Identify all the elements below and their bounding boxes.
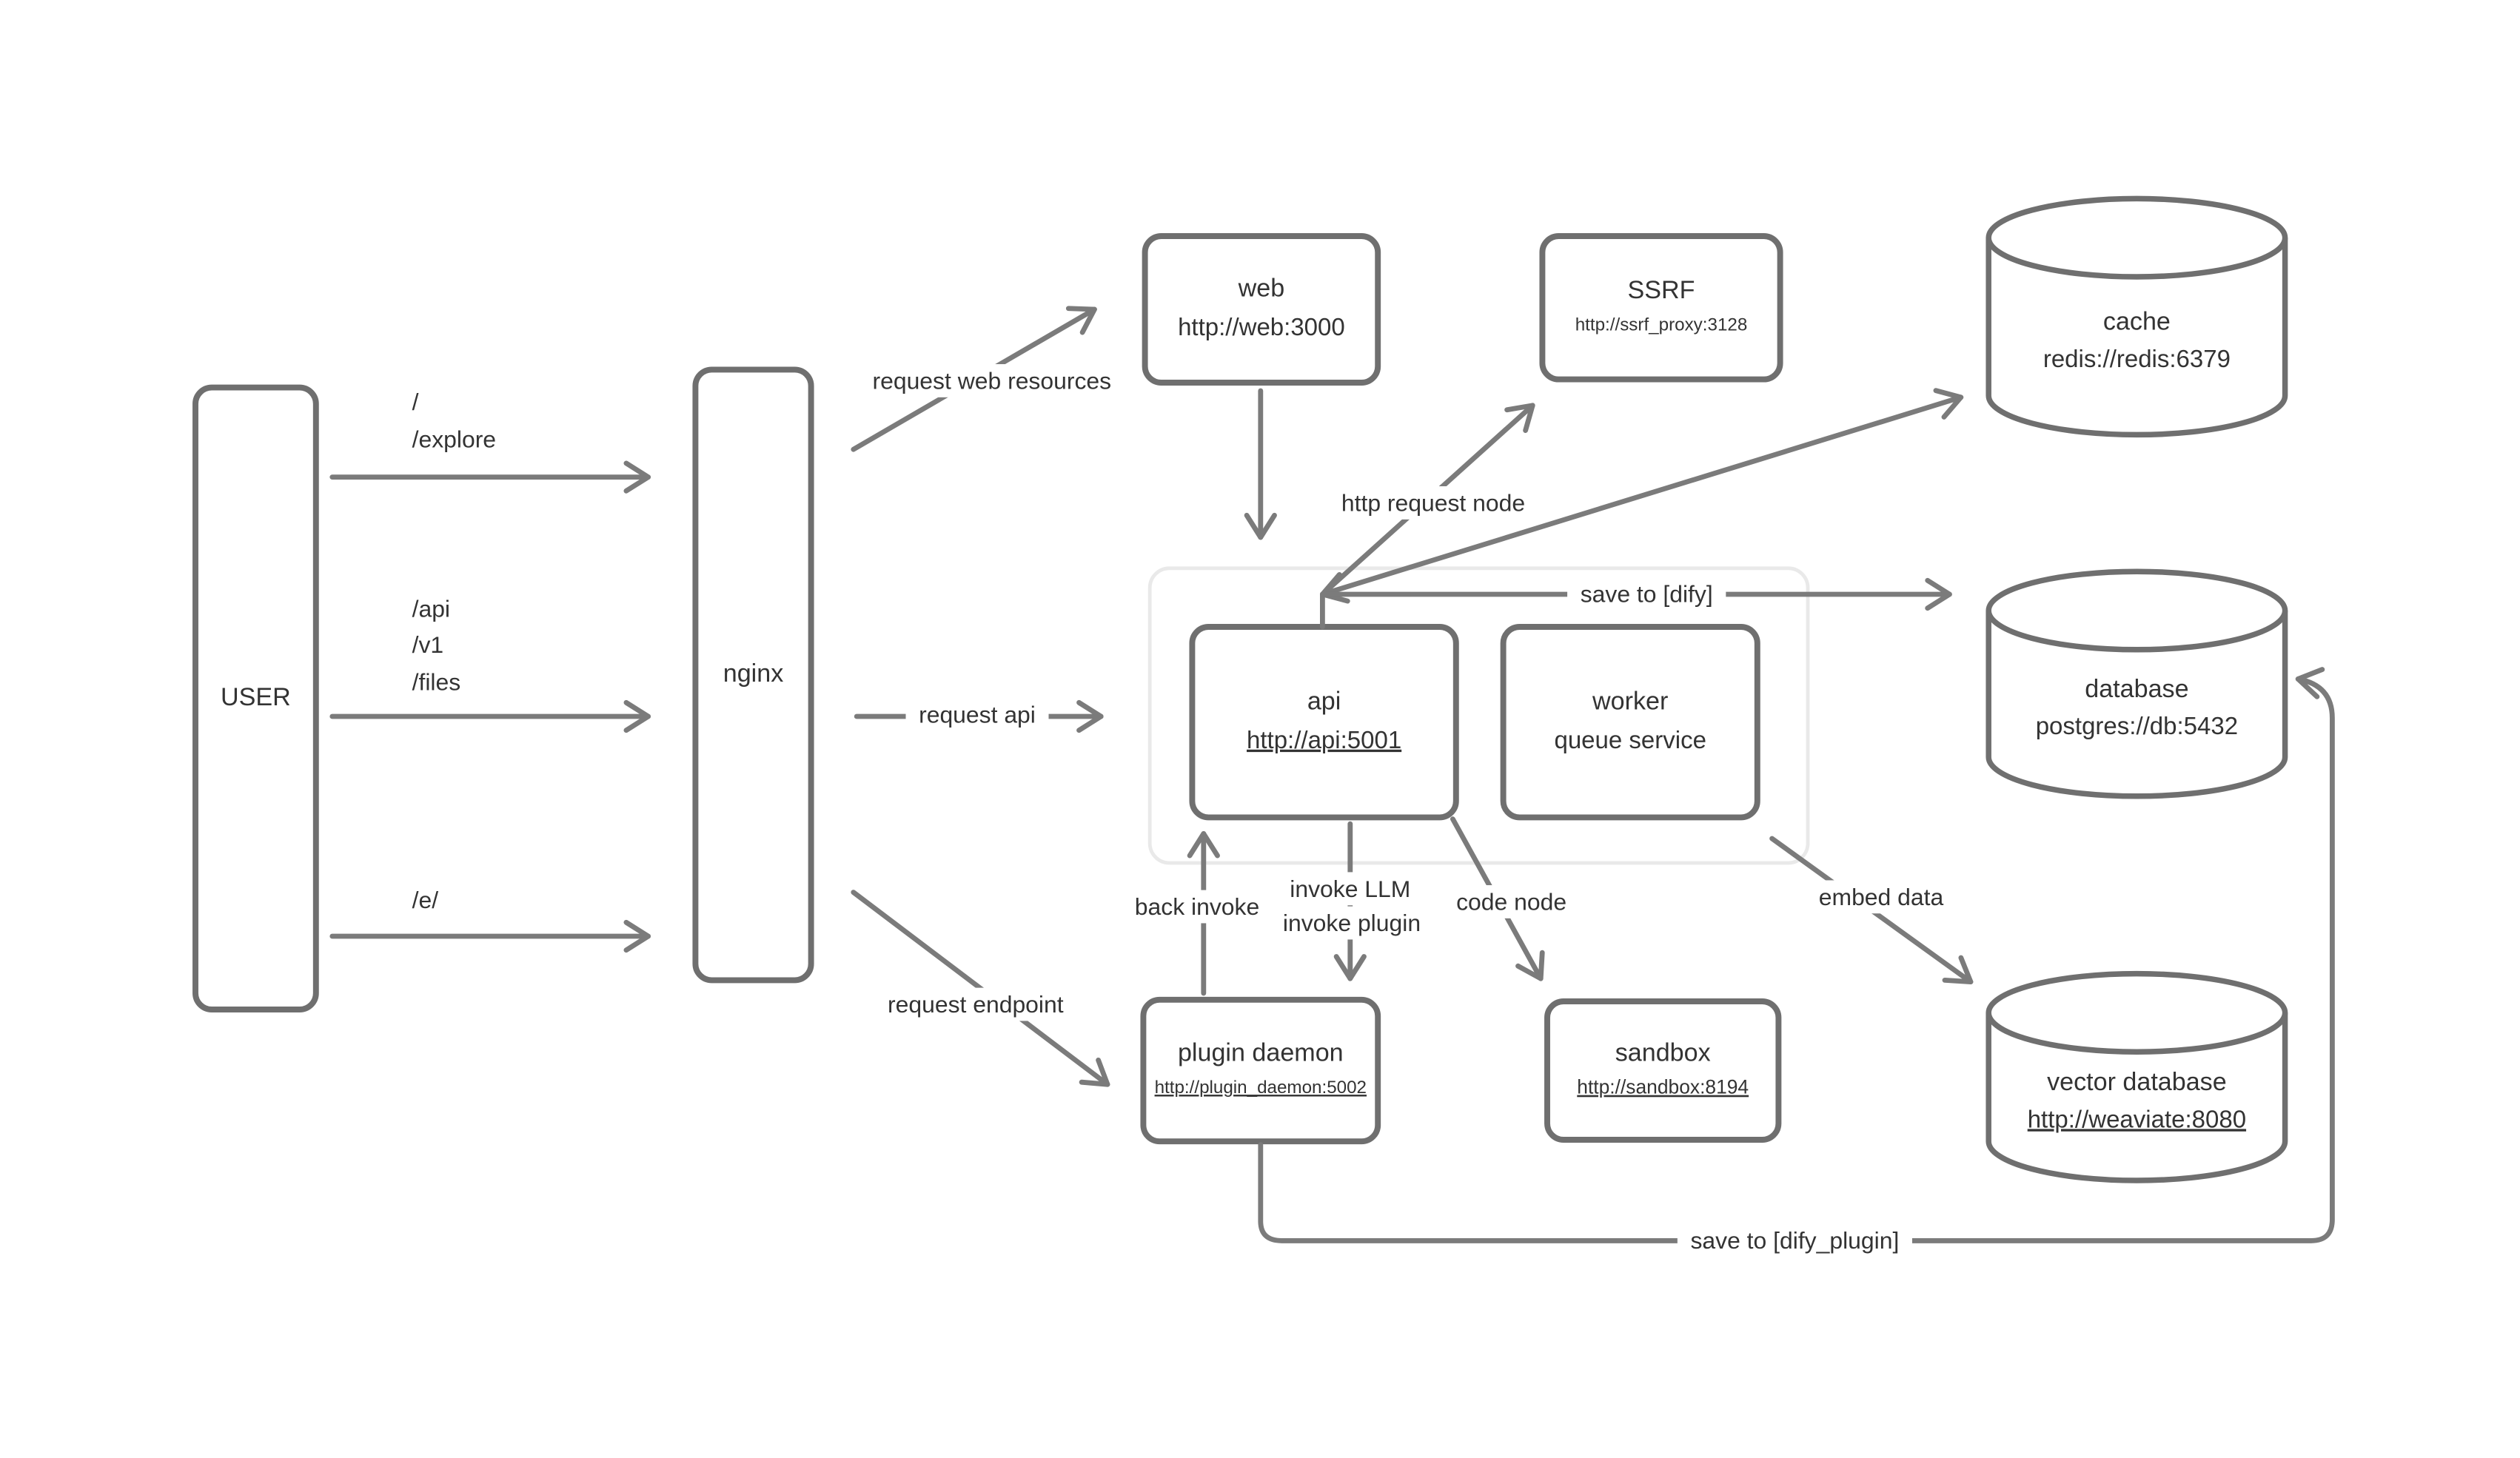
vector_database-label: vector database bbox=[2047, 1068, 2227, 1097]
sandbox-sublabel: http://sandbox:8194 bbox=[1577, 1075, 1749, 1098]
label-path-e-text: /e/ bbox=[412, 887, 439, 914]
node-sandbox bbox=[1547, 1001, 1778, 1140]
ssrf-sublabel: http://ssrf_proxy:3128 bbox=[1575, 315, 1748, 335]
worker-box-shape bbox=[1504, 627, 1757, 817]
node-api bbox=[1192, 627, 1455, 817]
label-save-to-dify-text: save to [dify] bbox=[1580, 580, 1713, 608]
web-box-shape bbox=[1145, 236, 1378, 383]
label-invoke-llm bbox=[1277, 872, 1424, 905]
label-path-api bbox=[412, 595, 450, 622]
label-invoke-plugin-text: invoke plugin bbox=[1282, 910, 1421, 937]
label-embed-data bbox=[1806, 880, 1957, 913]
label-path-files-text: /files bbox=[412, 668, 461, 696]
label-request-endpoint bbox=[874, 988, 1076, 1021]
node-user bbox=[195, 388, 316, 1009]
user-label: USER bbox=[221, 682, 291, 711]
node-worker bbox=[1504, 627, 1757, 817]
label-back-invoke-text: back invoke bbox=[1134, 893, 1260, 921]
label-code-node-text: code node bbox=[1456, 888, 1567, 916]
node-database bbox=[1988, 571, 2285, 796]
label-path-v1-text: /v1 bbox=[412, 631, 444, 658]
plugin_daemon-sublabel: http://plugin_daemon:5002 bbox=[1154, 1078, 1367, 1098]
web-sublabel: http://web:3000 bbox=[1178, 313, 1345, 341]
label-http-request-node-text: http request node bbox=[1341, 489, 1526, 517]
node-plugin_daemon bbox=[1143, 1000, 1378, 1141]
api-box-shape bbox=[1192, 627, 1455, 817]
worker-label: worker bbox=[1592, 687, 1669, 716]
label-request-web-resources bbox=[859, 364, 1125, 397]
sandbox-box-shape bbox=[1547, 1001, 1778, 1140]
label-invoke-plugin bbox=[1270, 907, 1433, 940]
ssrf-label: SSRF bbox=[1627, 275, 1695, 304]
worker-sublabel: queue service bbox=[1554, 725, 1706, 753]
api-label: api bbox=[1307, 687, 1341, 716]
label-embed-data-text: embed data bbox=[1818, 883, 1944, 910]
vector_database-sublabel: http://weaviate:8080 bbox=[2027, 1105, 2247, 1133]
label-path-v1 bbox=[412, 631, 444, 658]
label-path-e bbox=[412, 887, 439, 913]
label-http-request-node bbox=[1328, 486, 1538, 520]
label-request-api-text: request api bbox=[919, 701, 1036, 728]
label-path-root bbox=[412, 389, 419, 415]
vector_database-cylinder-top bbox=[1988, 974, 2285, 1052]
label-path-root-text: / bbox=[412, 389, 419, 416]
database-cylinder-top bbox=[1988, 571, 2285, 650]
label-save-to-dify bbox=[1567, 577, 1726, 611]
cache-label: cache bbox=[2102, 307, 2171, 336]
node-nginx bbox=[695, 369, 811, 980]
database-label: database bbox=[2085, 674, 2189, 703]
cache-sublabel: redis://redis:6379 bbox=[2043, 345, 2231, 373]
label-code-node bbox=[1444, 885, 1580, 918]
label-back-invoke bbox=[1122, 890, 1273, 924]
node-ssrf bbox=[1542, 236, 1780, 380]
api-sublabel: http://api:5001 bbox=[1247, 725, 1402, 753]
label-request-api bbox=[906, 698, 1049, 731]
ssrf-box-shape bbox=[1542, 236, 1780, 380]
label-path-api-text: /api bbox=[412, 595, 451, 622]
label-save-to-dify-plugin-text: save to [dify_plugin] bbox=[1690, 1227, 1900, 1254]
database-sublabel: postgres://db:5432 bbox=[2035, 712, 2239, 740]
node-web bbox=[1145, 236, 1378, 383]
label-path-explore-text: /explore bbox=[412, 426, 497, 453]
plugin_daemon-box-shape bbox=[1143, 1000, 1378, 1141]
label-request-endpoint-text: request endpoint bbox=[888, 991, 1064, 1018]
node-vector_database bbox=[1988, 974, 2285, 1180]
cache-cylinder-top bbox=[1988, 198, 2285, 277]
label-request-web-resources-text: request web resources bbox=[872, 367, 1112, 394]
label-invoke-llm-text: invoke LLM bbox=[1290, 875, 1411, 902]
label-path-files bbox=[412, 668, 461, 695]
label-save-to-dify-plugin bbox=[1678, 1224, 1912, 1257]
web-label: web bbox=[1238, 274, 1285, 303]
nginx-label: nginx bbox=[723, 659, 784, 688]
label-path-explore bbox=[412, 426, 496, 453]
node-cache bbox=[1988, 198, 2285, 434]
sandbox-label: sandbox bbox=[1615, 1038, 1711, 1067]
plugin_daemon-label: plugin daemon bbox=[1177, 1038, 1344, 1067]
